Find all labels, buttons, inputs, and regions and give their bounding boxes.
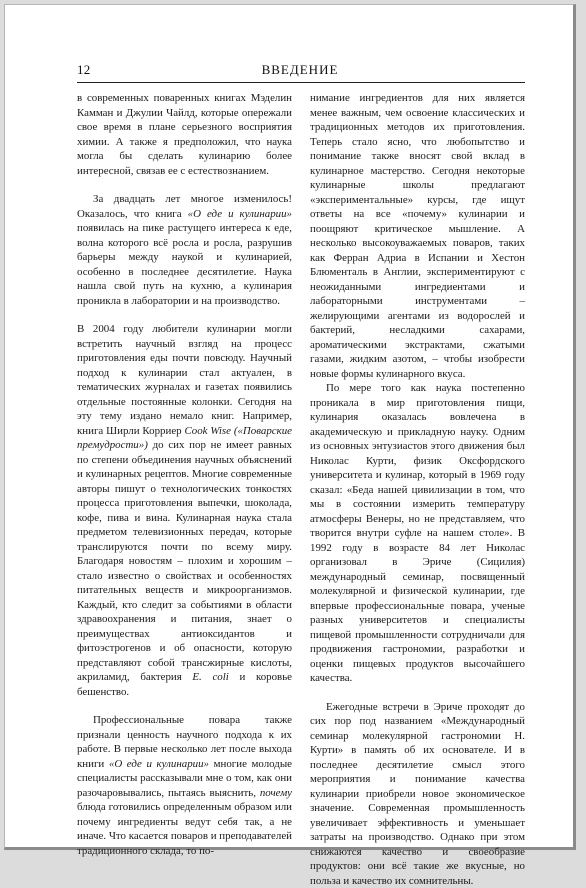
paragraph: За двадцать лет многое изменилось! Оказалось, что книга «О еде и кулинарии» появилась на пике растущего интереса к еде, волна которого всё росла и росла, разрушив барьеры между наукой и кулинарией, особенно в последнее десятилетие. Наука нашла свой путь на кухню, а кулинария проникла в лаборатории и на производство. [77, 192, 292, 308]
paragraph: По мере того как наука постепенно проникала в мир приготовления пищи, кулинария оказалась вовлечена в академическую и прикладную науку. Одним из основных энтузиастов этого движения был Николас Курти, физик Оксфордского университета и кулинар, который в 1969 году сказал: «Беда нашей цивилизации в том, что мы в состоянии измерить температуру атмосферы Венеры, но не представляем, что творится внутри суфле на нашем столе». В 1992 году в возрасте 84 лет Николас организовал в Эриче (Сицилия) международный семинар, посвященный молекулярной и физической кулинарии, где впервые профессиональные повара, ученые разных университетов и специалисты пищевой промышленности сотрудничали для продвижения гастрономии, разработки и оценки пищевых продуктов высочайшего качества. [310, 381, 525, 686]
paragraph: в современных поваренных книгах Мэделин Камман и Джулии Чайлд, которые опережали свое время в плане серьезного восприятия химии. А также я предположил, что наука могла бы сделать кулинарию более интересной, связав ее с естествознанием. [77, 91, 292, 178]
paragraph: Профессиональные повара также признали ценность научного подхода к их работе. В первые несколько лет после выхода книги «О еде и кулинарии» многие молодые специалисты рассказывали мне о том, как они разочаровывались, пытаясь выяснить, почему блюда готовились определенным образом или почему ингредиенты ведут себя так, а не иначе. Что касается поваров и преподавателей традиционного склада, то по- [77, 713, 292, 858]
book-page [4, 4, 576, 850]
running-head [77, 62, 523, 80]
header-rule [77, 82, 525, 83]
section-title: ВВЕДЕНИЕ [77, 62, 523, 78]
book-title: «О еде и кулинарии» [188, 208, 292, 220]
paragraph: нимание ингредиентов для них является менее важным, чем освоение классических и традиционных методов их приготовления. Теперь стало ясно, что любопытство и понимание также вносят свой вклад в кулинарное мастерство. Сегодня некоторые кулинарные школы предлагают «экспериментальные» курсы, где ищут ответы на все «почему» кулинарии и поощряют критическое мышление. А несколько высокоуважаемых поваров, таких как Ферран Адриа в Испании и Хестон Блюменталь в Англии, экспериментируют с неожиданными ингредиентами и лабораторными инструментами – желирующими агентами из водорослей и бактерий, несладкими сахарами, ароматическими экстрактами, сжатыми газами, жидким азотом, – чтобы изобрести новые формы кулинарного вкуса. [310, 91, 525, 381]
bacteria-name: E. coli [192, 671, 228, 683]
emphasis: почему [260, 787, 292, 799]
book-title: «О еде и кулинарии» [109, 758, 209, 770]
paragraph: В 2004 году любители кулинарии могли встретить научный взгляд на процесс приготовления еды почти повсюду. Научный подход к кулинарии стал актуален, в тематических журналах и газетах появились отдельные постоянные колонки. Сегодня на эту тему издано немало книг. Например, книга Ширли Корриер Cook Wise («Поварские премудрости») до сих пор не имеет равных по степени объединения научных объяснений и кулинарных рецептов. Многие современные авторы пишут о технологических тонкостях процесса приготовления выпечки, шоколада, кофе, пива и вина. Кулинарная наука стала предметом телевизионных передач, которые транслируются почти по всему миру. Благодаря новостям – плохим и хорошим – стало известно о свойствах и особенностях питательных веществ и микроорганизмов. Каждый, кто следит за событиями в области здравоохранения и питания, знает о преимуществах антиоксидантов и фитоэстрогенов и об опасности, которую представляют собой трансжирные кислоты, акриламид, бактерия E. coli и коровье бешенство. [77, 322, 292, 699]
book-title: Cook Wise («Поварские премудрости») [77, 425, 292, 452]
left-column [77, 91, 292, 858]
right-column [310, 91, 525, 888]
page-number: 12 [77, 62, 91, 78]
paragraph: Ежегодные встречи в Эриче проходят до сих пор под названием «Международный семинар молекулярной гастрономии Н. Курти» в память об их основателе. И в последнее десятилетие смысл этого мероприятия и понимание качества кулинарии приобрели новое экономическое значение. Современная промышленность увеличивает эффективность и уменьшает затраты на производство. Однако при этом снижаются качество и своеобразие продуктов: они всё такие же вкусные, но польза и качество их сомнительны. [310, 700, 525, 888]
